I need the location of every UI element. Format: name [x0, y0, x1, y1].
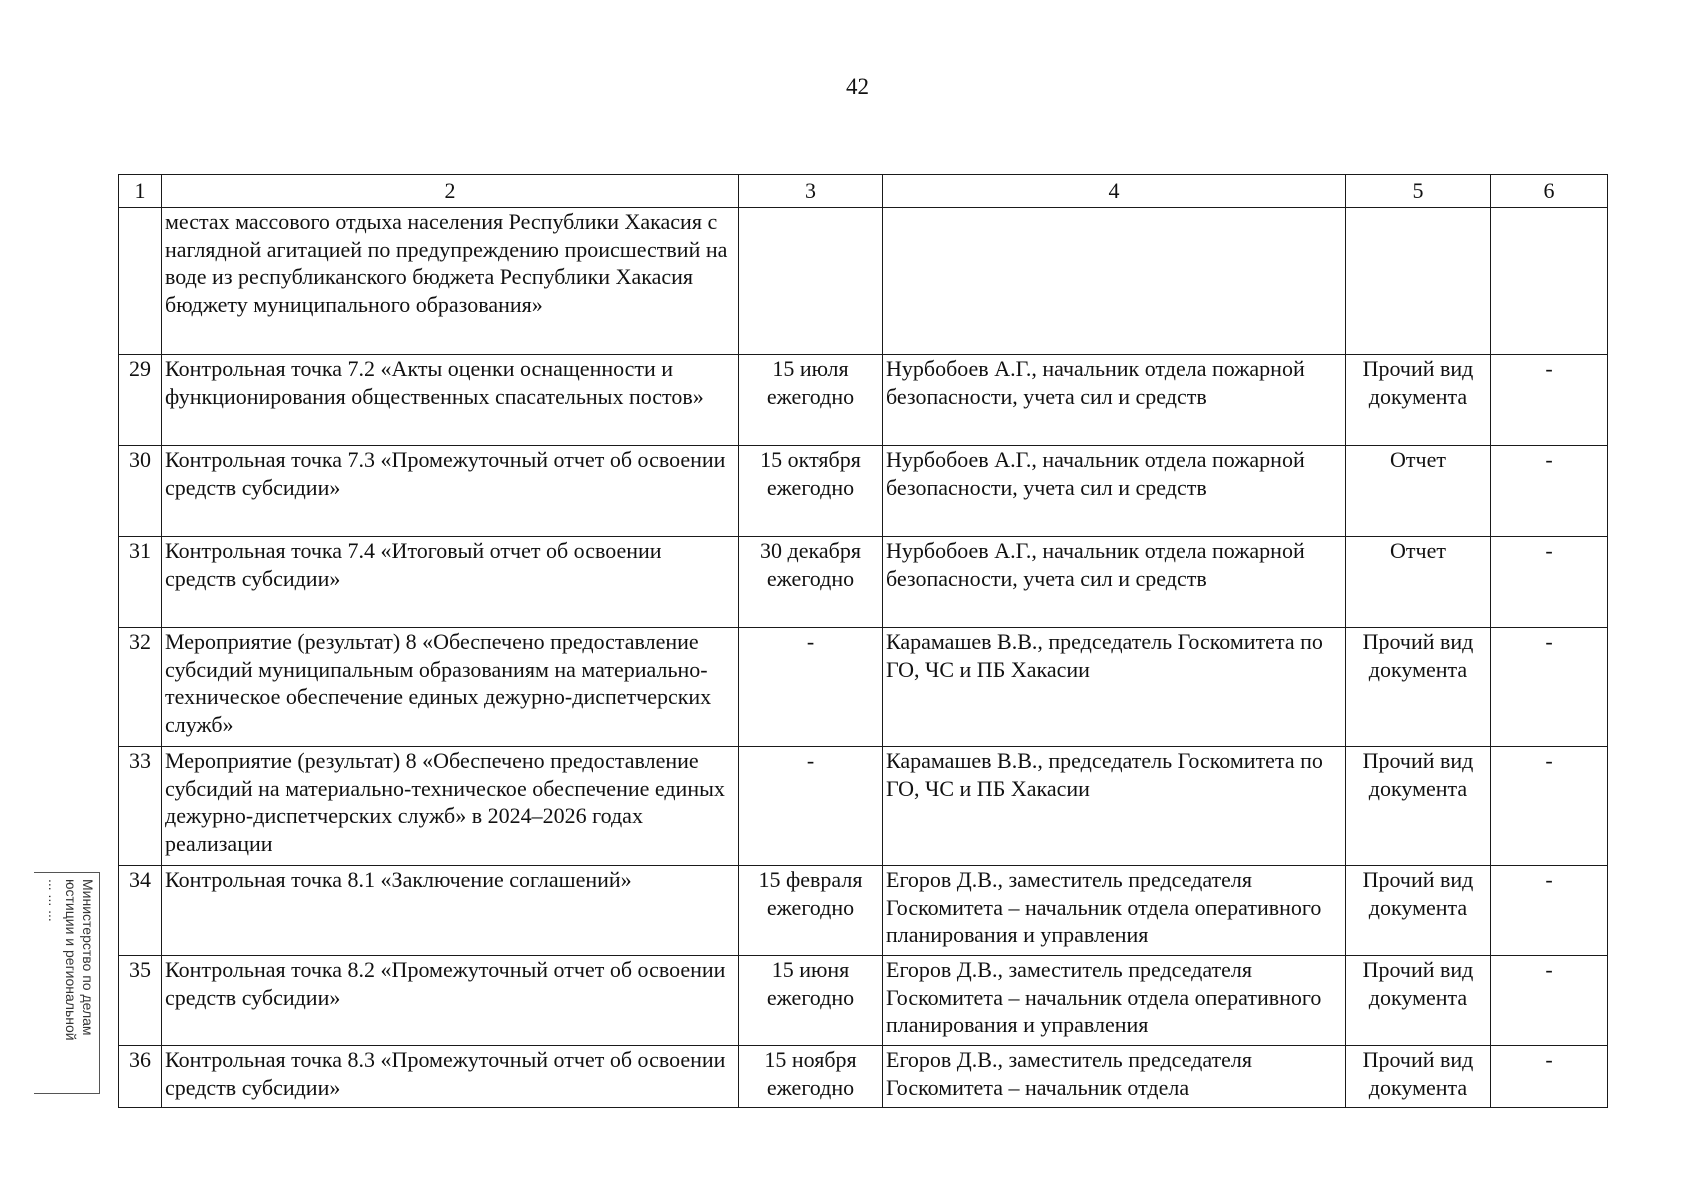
stamp-line: ... ... ... — [46, 879, 62, 922]
row-number: 32 — [119, 628, 162, 747]
row-deadline: 15 февраля ежегодно — [739, 866, 883, 956]
row-number: 29 — [119, 355, 162, 446]
row-responsible: Егоров Д.В., заместитель председателя Госкомитета – начальник отдела оперативного планирования и управления — [883, 866, 1346, 956]
stamp-line: Министерство по делам — [80, 879, 96, 1036]
row-description: Контрольная точка 7.3 «Промежуточный отчет об освоении средств субсидии» — [162, 446, 739, 537]
table-row — [119, 866, 1608, 956]
row-number — [119, 208, 162, 355]
row-deadline: 15 июня ежегодно — [739, 956, 883, 1046]
column-header: 3 — [739, 175, 883, 208]
row-deadline: 15 октября ежегодно — [739, 446, 883, 537]
row-document-type: Отчет — [1346, 446, 1491, 537]
row-description: Контрольная точка 8.3 «Промежуточный отчет об освоении средств субсидии» — [162, 1046, 739, 1108]
row-document-type: Прочий вид документа — [1346, 956, 1491, 1046]
row-deadline: 15 ноября ежегодно — [739, 1046, 883, 1108]
row-number: 34 — [119, 866, 162, 956]
table-row — [119, 537, 1608, 628]
row-deadline: - — [739, 747, 883, 866]
column-header: 1 — [119, 175, 162, 208]
row-responsible: Егоров Д.В., заместитель председателя Госкомитета – начальник отдела оперативного планирования и управления — [883, 956, 1346, 1046]
row-note: - — [1491, 446, 1608, 537]
row-note: - — [1491, 866, 1608, 956]
stamp-line: юстиции и региональной — [63, 879, 79, 1041]
row-responsible: Нурбобоев А.Г., начальник отдела пожарной безопасности, учета сил и средств — [883, 355, 1346, 446]
row-number: 35 — [119, 956, 162, 1046]
table-row — [119, 446, 1608, 537]
stamp-text — [34, 873, 100, 1095]
document-table — [118, 174, 1608, 1108]
column-header: 5 — [1346, 175, 1491, 208]
column-header: 6 — [1491, 175, 1608, 208]
row-document-type: Прочий вид документа — [1346, 1046, 1491, 1108]
row-note — [1491, 208, 1608, 355]
table-row — [119, 1046, 1608, 1108]
row-description: Контрольная точка 7.4 «Итоговый отчет об освоении средств субсидии» — [162, 537, 739, 628]
row-description: Контрольная точка 8.2 «Промежуточный отчет об освоении средств субсидии» — [162, 956, 739, 1046]
row-note: - — [1491, 355, 1608, 446]
row-description: Контрольная точка 7.2 «Акты оценки оснащенности и функционирования общественных спасательных постов» — [162, 355, 739, 446]
row-document-type: Прочий вид документа — [1346, 866, 1491, 956]
row-description: Контрольная точка 8.1 «Заключение соглашений» — [162, 866, 739, 956]
row-description: Мероприятие (результат) 8 «Обеспечено предоставление субсидий муниципальным образованиям на материально-техническое обеспечение единых дежурно-диспетчерских служб» — [162, 628, 739, 747]
row-note: - — [1491, 747, 1608, 866]
row-responsible: Нурбобоев А.Г., начальник отдела пожарной безопасности, учета сил и средств — [883, 537, 1346, 628]
table-header-row — [119, 175, 1608, 208]
registration-stamp — [34, 872, 100, 1094]
row-document-type: Прочий вид документа — [1346, 747, 1491, 866]
row-description: Мероприятие (результат) 8 «Обеспечено предоставление субсидий на материально-техническое обеспечение единых дежурно-диспетчерских служб» в 2024–2026 годах реализации — [162, 747, 739, 866]
row-responsible: Егоров Д.В., заместитель председателя Госкомитета – начальник отдела — [883, 1046, 1346, 1108]
row-note: - — [1491, 956, 1608, 1046]
row-responsible — [883, 208, 1346, 355]
row-document-type: Отчет — [1346, 537, 1491, 628]
row-document-type: Прочий вид документа — [1346, 628, 1491, 747]
page-number: 42 — [846, 74, 869, 99]
row-deadline: 30 декабря ежегодно — [739, 537, 883, 628]
table-row — [119, 355, 1608, 446]
row-document-type: Прочий вид документа — [1346, 355, 1491, 446]
row-number: 36 — [119, 1046, 162, 1108]
row-number: 31 — [119, 537, 162, 628]
column-header: 2 — [162, 175, 739, 208]
row-deadline: 15 июля ежегодно — [739, 355, 883, 446]
row-number: 30 — [119, 446, 162, 537]
table-row — [119, 628, 1608, 747]
row-deadline: - — [739, 628, 883, 747]
row-responsible: Карамашев В.В., председатель Госкомитета по ГО, ЧС и ПБ Хакасии — [883, 747, 1346, 866]
row-responsible: Нурбобоев А.Г., начальник отдела пожарной безопасности, учета сил и средств — [883, 446, 1346, 537]
table-row — [119, 956, 1608, 1046]
table-row — [119, 208, 1608, 355]
row-deadline — [739, 208, 883, 355]
row-note: - — [1491, 537, 1608, 628]
row-document-type — [1346, 208, 1491, 355]
table-row — [119, 747, 1608, 866]
row-responsible: Карамашев В.В., председатель Госкомитета по ГО, ЧС и ПБ Хакасии — [883, 628, 1346, 747]
column-header: 4 — [883, 175, 1346, 208]
row-note: - — [1491, 628, 1608, 747]
row-description: местах массового отдыха населения Республики Хакасия с наглядной агитацией по предупреждению происшествий на воде из республиканского бюджета Республики Хакасия бюджету муниципального образования» — [162, 208, 739, 355]
row-note: - — [1491, 1046, 1608, 1108]
row-number: 33 — [119, 747, 162, 866]
